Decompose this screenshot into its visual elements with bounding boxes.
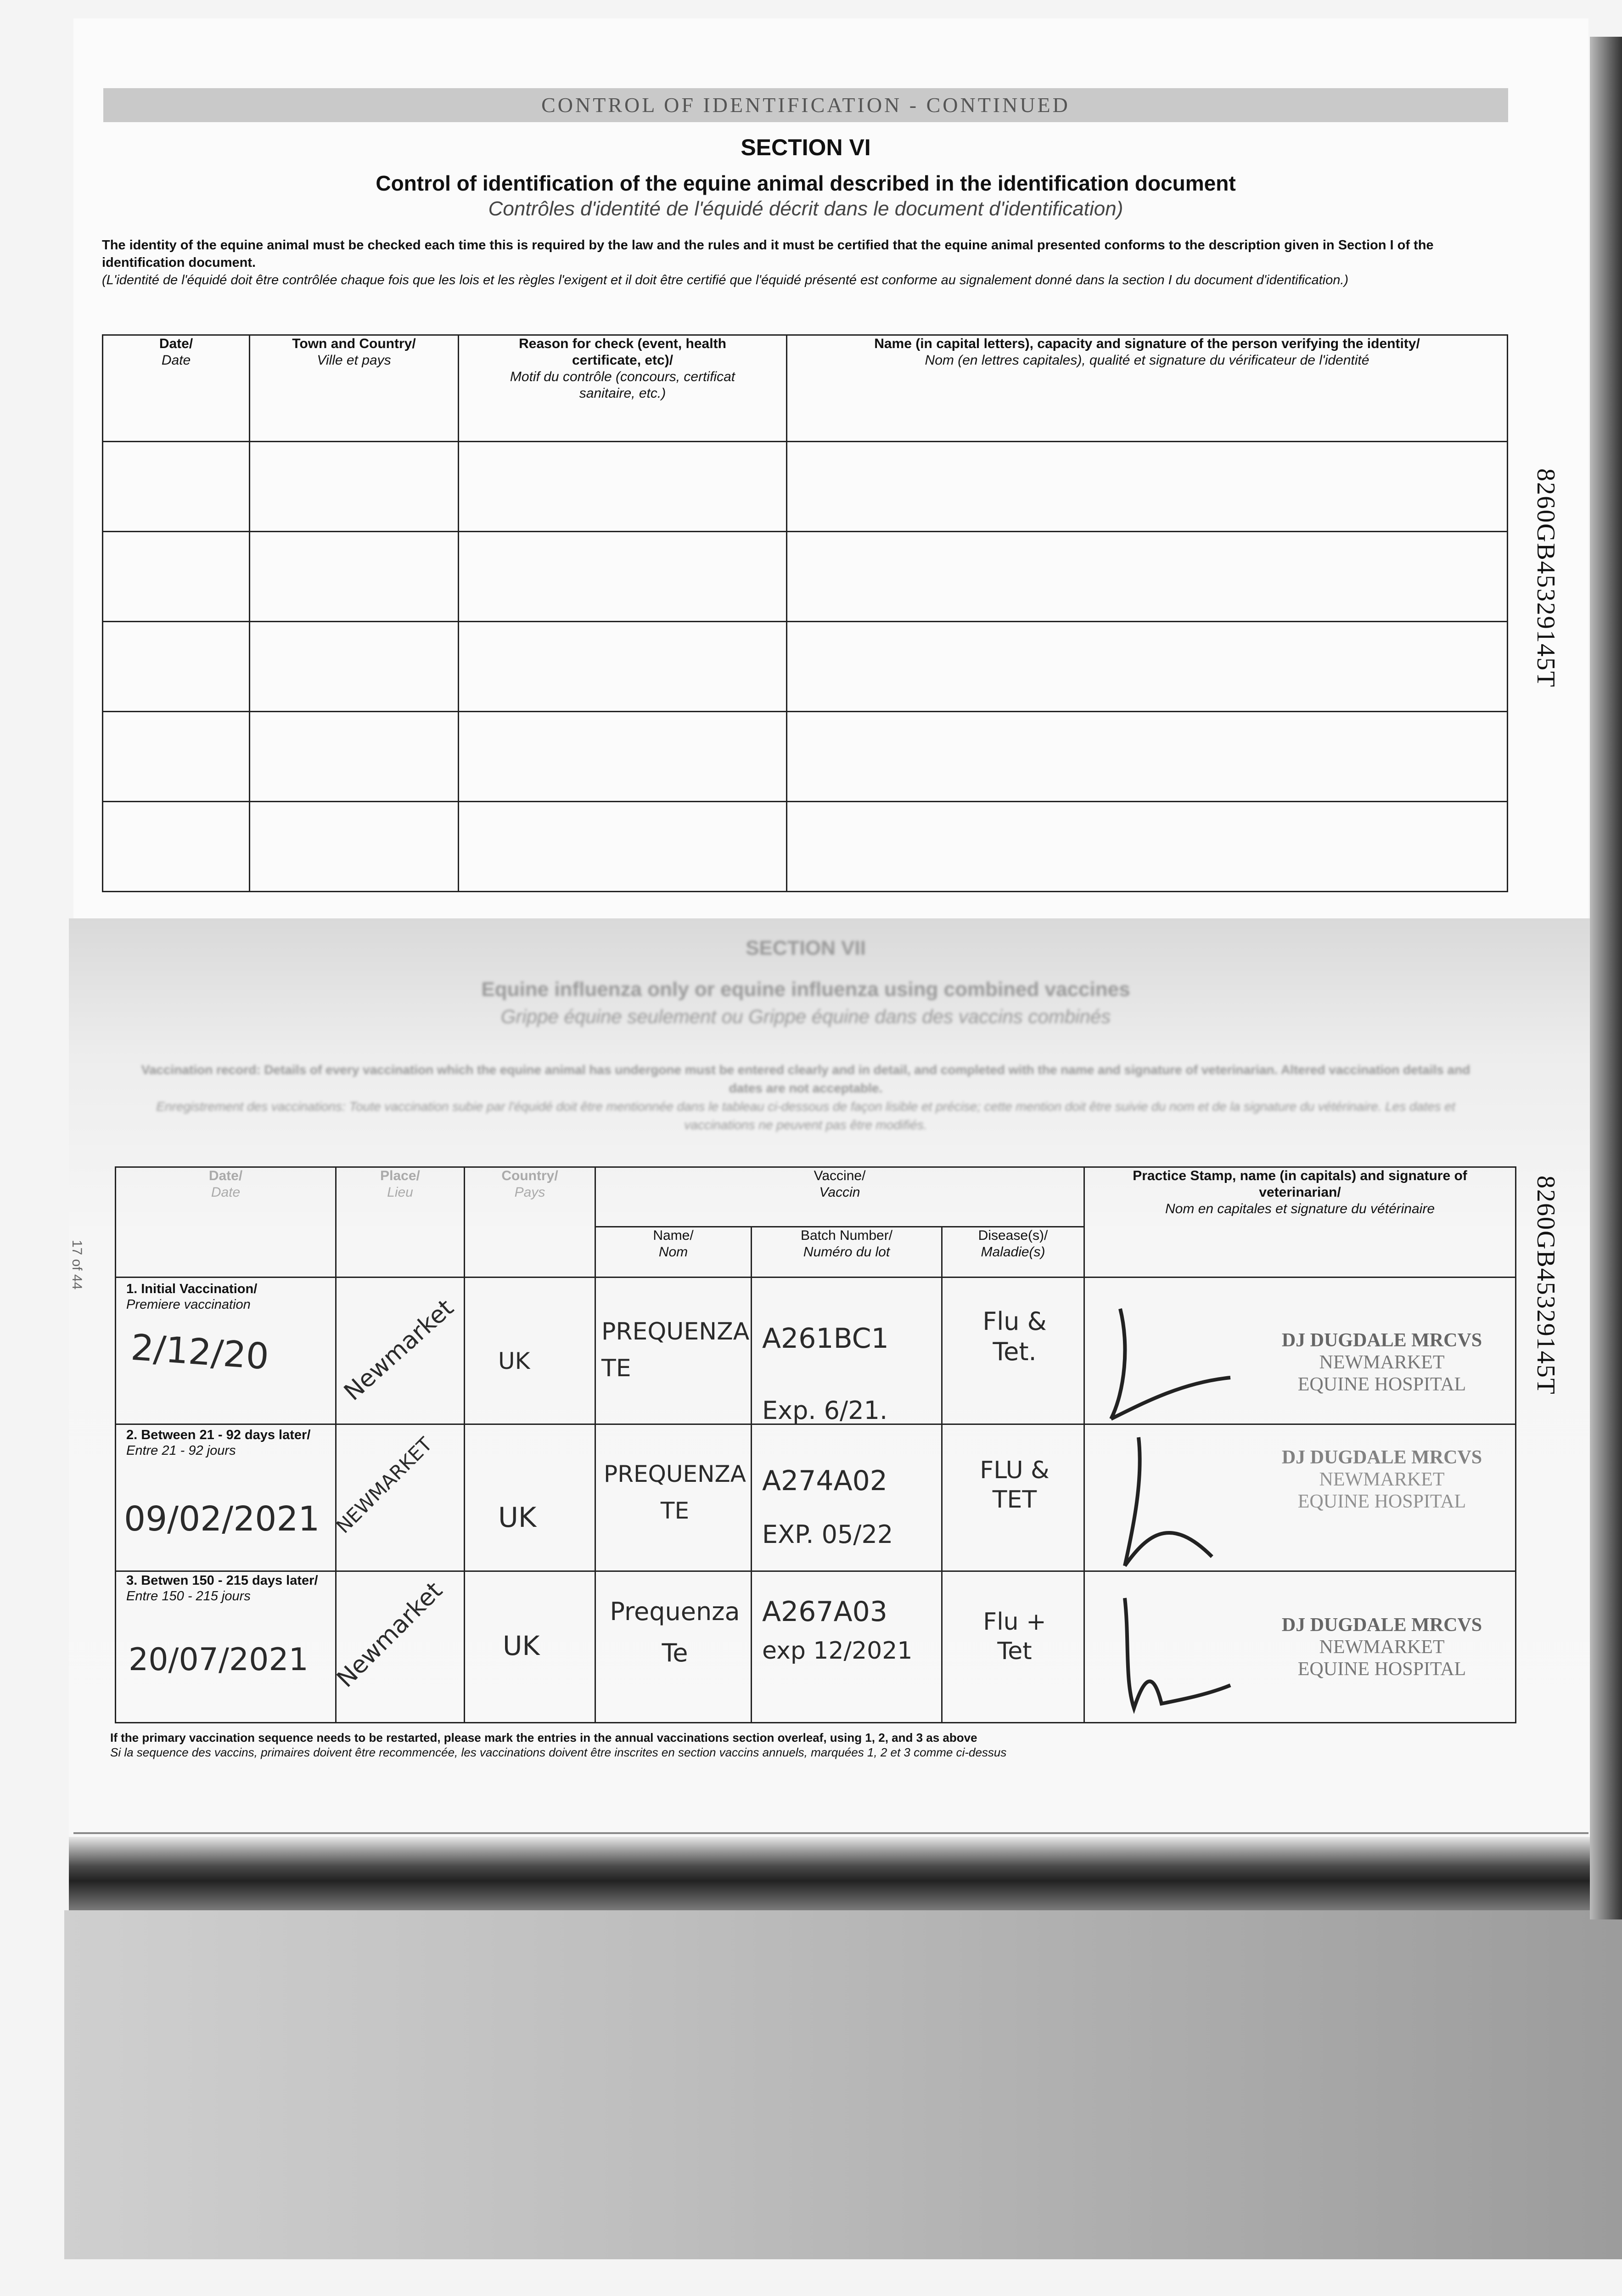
table-row bbox=[103, 622, 1508, 712]
row3-country: UK bbox=[503, 1630, 540, 1661]
row1-disease: Flu & Tet. bbox=[982, 1307, 1047, 1366]
table-row bbox=[103, 802, 1508, 892]
col-vac-country: Country/ Pays bbox=[465, 1167, 595, 1277]
row1-vaccine-name: PREQUENZA TE bbox=[601, 1318, 750, 1382]
row2-vaccine-name: PREQUENZA TE bbox=[604, 1461, 746, 1524]
row2-batch: A274A02 bbox=[762, 1465, 887, 1497]
section-vi-heading: SECTION VI bbox=[741, 135, 871, 160]
section-vi-intro bbox=[102, 236, 1498, 289]
row3-practice-stamp: DJ DUGDALE MRCVS NEWMARKET EQUINE HOSPITAL bbox=[1281, 1615, 1482, 1680]
row1-practice-stamp: DJ DUGDALE MRCVS NEWMARKET EQUINE HOSPITAL bbox=[1281, 1330, 1482, 1395]
intro-en: The identity of the equine animal must be checked each time this is required by the law and the rules and it must be certified that the equine animal presented conforms to the description given in Section I of the identification document. bbox=[102, 238, 1434, 270]
page-edge-shadow bbox=[1590, 37, 1622, 1919]
row3-batch: A267A03 bbox=[762, 1596, 887, 1628]
row1-date: 2/12/20 bbox=[129, 1327, 270, 1378]
section-vi-title-en: Control of identification of the equine animal described in the identification document bbox=[376, 171, 1236, 195]
row2-label: 2. Between 21 - 92 days later/ Entre 21 - 92 jours bbox=[126, 1428, 311, 1458]
row3-disease: Flu + Tet bbox=[983, 1608, 1046, 1665]
table-row bbox=[103, 442, 1508, 532]
col-verifier: Name (in capital letters), capacity and signature of the person verifying the identity/ Nom (en lettres capitales), qualité et signature du vérificateur de l'identité bbox=[787, 335, 1508, 442]
row1-batch: A261BC1 bbox=[762, 1322, 889, 1355]
vaccination-footnote: If the primary vaccination sequence needs to be restarted, please mark the entries in the annual vaccinations section overleaf, using 1, 2, and 3 as above Si la sequence des vaccins, primaires doivent être recommencée, les vaccinations doivent être inscrites en section vaccins annuels, marquées 1, 2 et 3 comme ci-dessus bbox=[110, 1731, 1007, 1759]
intro-fr: (L'identité de l'équidé doit être contrôlée chaque fois que les lois et les règles l'exigent et il doit être certifié que l'équidé présenté est conforme au signalement donné dans la section I du document d'identification.) bbox=[102, 273, 1349, 287]
passport-id-upper: 8260GB45329145T bbox=[1532, 468, 1560, 688]
section-vii-heading: SECTION VII bbox=[746, 937, 866, 959]
book-binding bbox=[69, 1837, 1621, 1910]
section-vii-intro-fr: Enregistrement des vaccinations: Toute vaccination subie par l'équidé doit être mentionnée dans le tableau ci-dessous de façon lisible et précise; cette mention doit être suivie du nom et de la signature du vétérinaire. Les dates et vaccinations ne peuvent pas être modifiés. bbox=[156, 1099, 1455, 1132]
row2-date: 09/02/2021 bbox=[124, 1499, 320, 1539]
section-vii-title-en: Equine influenza only or equine influenza using combined vaccines bbox=[481, 978, 1130, 1001]
row1-batch-exp: Exp. 6/21. bbox=[762, 1396, 888, 1425]
col-vac-date: Date/ Date bbox=[116, 1167, 336, 1277]
col-vac-batch: Batch Number/ Numéro du lot bbox=[752, 1227, 942, 1277]
col-vac-place: Place/ Lieu bbox=[336, 1167, 465, 1277]
col-practice-stamp: Practice Stamp, name (in capitals) and signature of veterinarian/ Nom en capitales et signature du vétérinaire bbox=[1084, 1167, 1516, 1277]
identity-check-table bbox=[102, 334, 1508, 892]
row2-practice-stamp: DJ DUGDALE MRCVS NEWMARKET EQUINE HOSPITAL bbox=[1281, 1447, 1482, 1512]
row2-disease: FLU & TET bbox=[980, 1457, 1050, 1514]
background-surface bbox=[64, 1910, 1622, 2259]
row3-batch-exp: exp 12/2021 bbox=[762, 1637, 913, 1665]
row3-vet-signature bbox=[1093, 1589, 1244, 1727]
col-vac-disease: Disease(s)/ Maladie(s) bbox=[942, 1227, 1084, 1277]
page-marker: 17 of 44 bbox=[69, 1240, 84, 1290]
continued-header-band: CONTROL OF IDENTIFICATION - CONTINUED bbox=[103, 88, 1508, 122]
section-vi-title-fr: Contrôles d'identité de l'équidé décrit dans le document d'identification) bbox=[488, 197, 1123, 220]
row1-vet-signature bbox=[1093, 1290, 1244, 1428]
page-bottom-rule bbox=[73, 1832, 1588, 1834]
table-row bbox=[103, 532, 1508, 622]
passport-id-lower: 8260GB45329145T bbox=[1532, 1176, 1560, 1395]
col-vaccine: Vaccine/ Vaccin bbox=[595, 1167, 1084, 1227]
row3-label: 3. Betwen 150 - 215 days later/ Entre 150 - 215 jours bbox=[126, 1573, 318, 1604]
section-vii-intro-en: Vaccination record: Details of every vaccination which the equine animal has undergone must be entered clearly and in detail, and completed with the name and signature of veterinarian. Altered vaccination details and dates are not acceptable. bbox=[141, 1063, 1470, 1095]
table-row bbox=[103, 712, 1508, 802]
row3-place: Newmarket bbox=[331, 1576, 448, 1693]
row2-vet-signature bbox=[1093, 1433, 1244, 1570]
row2-batch-exp: EXP. 05/22 bbox=[762, 1520, 893, 1549]
col-town-country: Town and Country/ Ville et pays bbox=[250, 335, 459, 442]
col-date: Date/ Date bbox=[103, 335, 250, 442]
row1-label: 1. Initial Vaccination/ Premiere vaccination bbox=[126, 1282, 258, 1312]
row2-country: UK bbox=[498, 1502, 537, 1534]
row1-place: Newmarket bbox=[339, 1294, 459, 1406]
row3-date: 20/07/2021 bbox=[129, 1642, 309, 1678]
row1-country: UK bbox=[498, 1348, 530, 1374]
col-reason: Reason for check (event, health certificate, etc)/ Motif du contrôle (concours, certificat sanitaire, etc.) bbox=[459, 335, 787, 442]
section-vii-title-fr: Grippe équine seulement ou Grippe équine dans des vaccins combinés bbox=[500, 1006, 1111, 1027]
section-vii-intro bbox=[129, 1061, 1483, 1134]
col-vac-name: Name/ Nom bbox=[595, 1227, 752, 1277]
row2-place: NEWMARKET bbox=[331, 1433, 437, 1538]
row3-vaccine-name: Prequenza Te bbox=[610, 1597, 740, 1667]
